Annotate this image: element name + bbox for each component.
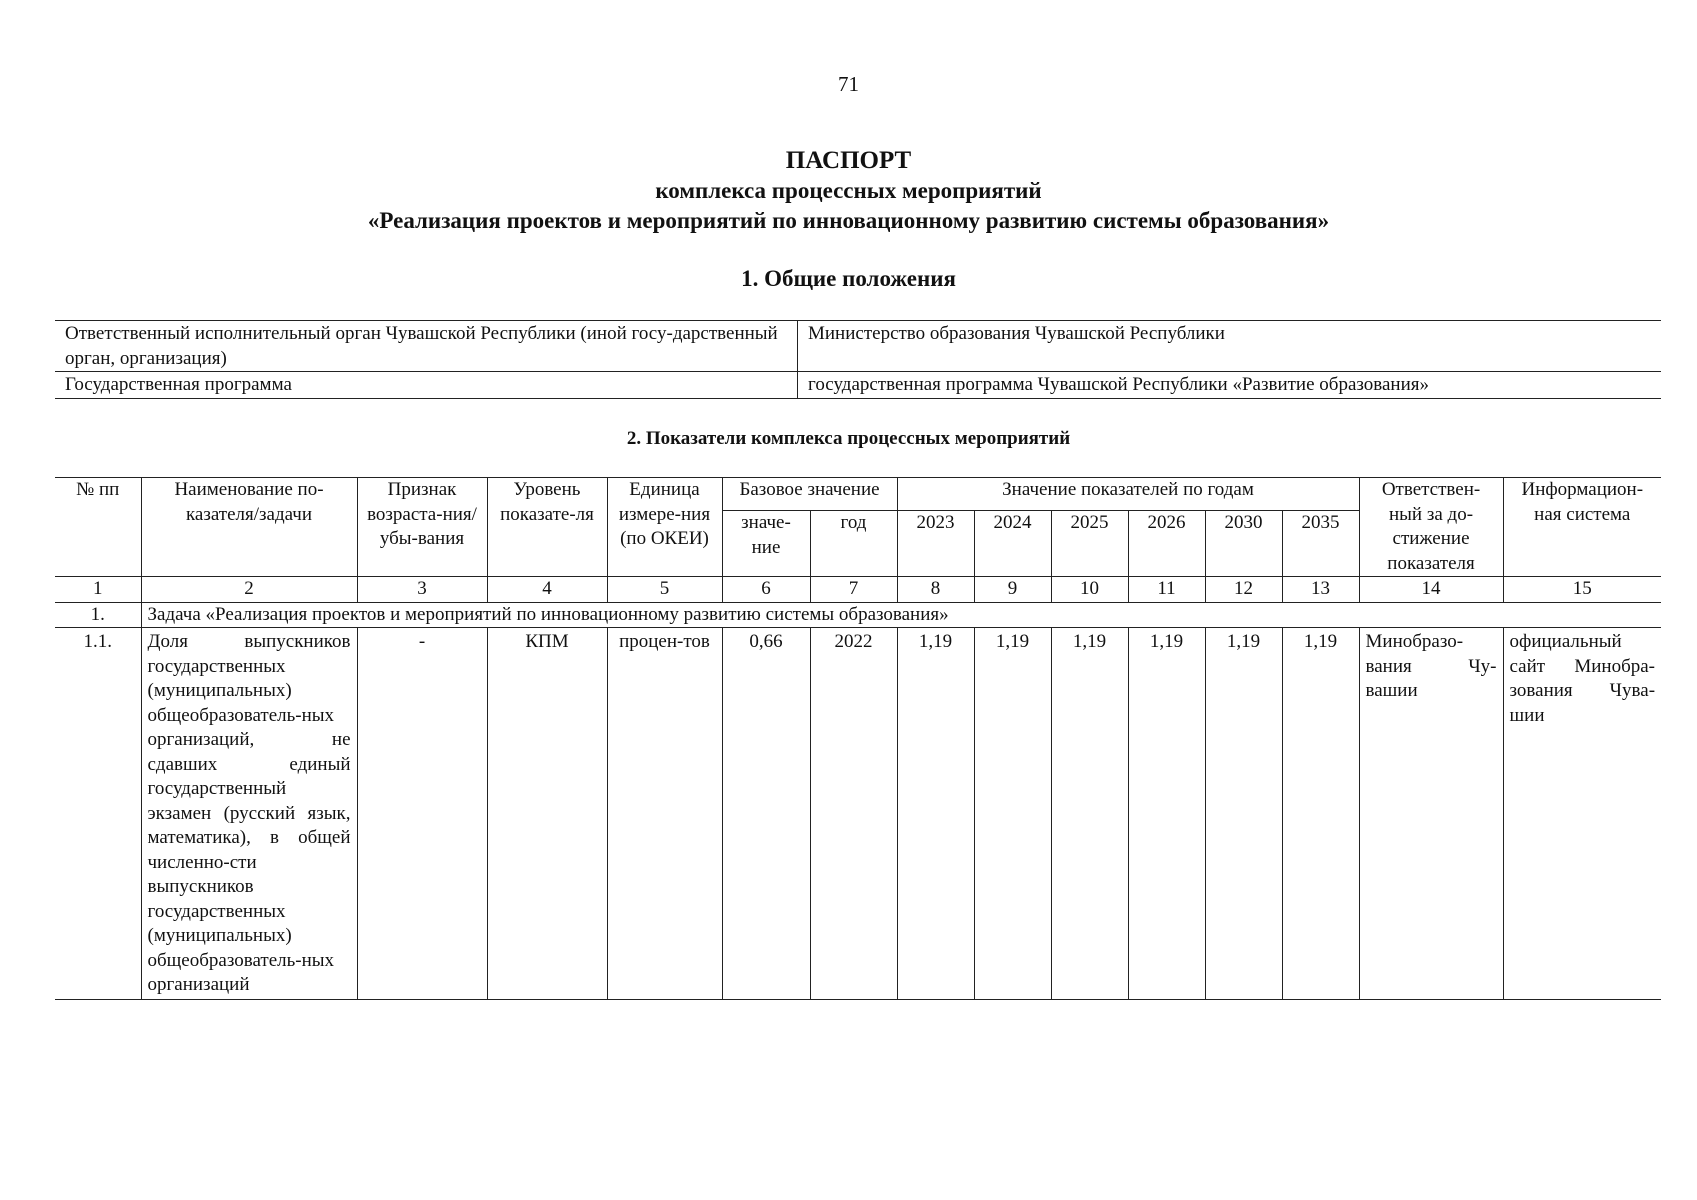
column-number: 15 — [1503, 577, 1661, 603]
header-year-2026: 2026 — [1128, 511, 1205, 577]
column-number: 6 — [722, 577, 810, 603]
header-name: Наименование по-казателя/задачи — [141, 478, 357, 577]
header-year-2024: 2024 — [974, 511, 1051, 577]
column-number: 14 — [1359, 577, 1503, 603]
task-num: 1. — [55, 602, 141, 628]
passport-title: ПАСПОРТ — [785, 147, 912, 174]
column-number: 9 — [974, 577, 1051, 603]
column-number: 7 — [810, 577, 897, 603]
column-number: 10 — [1051, 577, 1128, 603]
header-year-2030: 2030 — [1205, 511, 1282, 577]
indicator-value-2035: 1,19 — [1282, 628, 1359, 1000]
header-base-value: значе-ние — [722, 511, 810, 577]
header-responsible: Ответствен-ный за до-стижение показателя — [1359, 478, 1503, 577]
header-unit: Единица измере-ния (по ОКЕИ) — [607, 478, 722, 577]
header-level: Уровень показате-ля — [487, 478, 607, 577]
table-row — [55, 372, 1661, 399]
header-years-group: Значение показателей по годам — [897, 478, 1359, 511]
responsible-body-label: Ответственный исполнительный орган Чувашской Республики (иной госу-дарственный орган, организация) — [55, 321, 798, 372]
indicator-value-2026: 1,19 — [1128, 628, 1205, 1000]
indicator-responsible: Минобразо-вания Чу-вашии — [1359, 628, 1503, 1000]
indicator-name: Доля выпускников государственных (муниципальных) общеобразователь-ных организаций, не сдавших единый государственный экзамен (русский язык, математика), в общей численно-сти выпускников государственных (муниципальных) общеобразователь-ных организаций — [141, 628, 357, 1000]
passport-title-block — [0, 146, 1697, 236]
column-number: 3 — [357, 577, 487, 603]
column-number: 2 — [141, 577, 357, 603]
header-info-system: Информацион-ная система — [1503, 478, 1661, 577]
header-base: Базовое значение — [722, 478, 897, 511]
section1-heading: 1. Общие положения — [741, 266, 956, 291]
indicator-value-2023: 1,19 — [897, 628, 974, 1000]
header-num: № пп — [55, 478, 141, 577]
page-number: 71 — [838, 72, 859, 96]
indicators-table — [55, 477, 1661, 1000]
task-row — [55, 602, 1661, 628]
general-provisions-table — [55, 320, 1661, 399]
task-text: Задача «Реализация проектов и мероприятий по инновационному развитию системы образования» — [141, 602, 1661, 628]
header-sign: Признак возраста-ния/убы-вания — [357, 478, 487, 577]
state-program-value: государственная программа Чувашской Республики «Развитие образования» — [798, 372, 1662, 399]
header-year-2025: 2025 — [1051, 511, 1128, 577]
indicator-num: 1.1. — [55, 628, 141, 1000]
responsible-body-value: Министерство образования Чувашской Республики — [798, 321, 1662, 372]
state-program-label: Государственная программа — [55, 372, 798, 399]
indicator-sign: - — [357, 628, 487, 1000]
column-number: 1 — [55, 577, 141, 603]
indicator-row — [55, 628, 1661, 1000]
indicator-unit: процен-тов — [607, 628, 722, 1000]
column-number: 4 — [487, 577, 607, 603]
header-year-2023: 2023 — [897, 511, 974, 577]
indicator-value-2025: 1,19 — [1051, 628, 1128, 1000]
table-header-row — [55, 478, 1661, 511]
column-number: 11 — [1128, 577, 1205, 603]
indicator-level: КПМ — [487, 628, 607, 1000]
column-number: 8 — [897, 577, 974, 603]
indicator-value-2030: 1,19 — [1205, 628, 1282, 1000]
column-number: 13 — [1282, 577, 1359, 603]
column-number: 12 — [1205, 577, 1282, 603]
indicator-value-2024: 1,19 — [974, 628, 1051, 1000]
header-year-2035: 2035 — [1282, 511, 1359, 577]
header-base-year: год — [810, 511, 897, 577]
table-row — [55, 321, 1661, 372]
section2-heading: 2. Показатели комплекса процессных мероприятий — [626, 428, 1071, 449]
passport-subtitle: комплекса процессных мероприятий — [655, 178, 1042, 203]
column-number: 5 — [607, 577, 722, 603]
column-number-row — [55, 577, 1661, 603]
passport-complex-name: «Реализация проектов и мероприятий по инновационному развитию системы образования» — [367, 208, 1330, 233]
indicator-base-value: 0,66 — [722, 628, 810, 1000]
indicator-info-system: официальный сайт Минобра-зования Чува-шии — [1503, 628, 1661, 1000]
indicator-base-year: 2022 — [810, 628, 897, 1000]
